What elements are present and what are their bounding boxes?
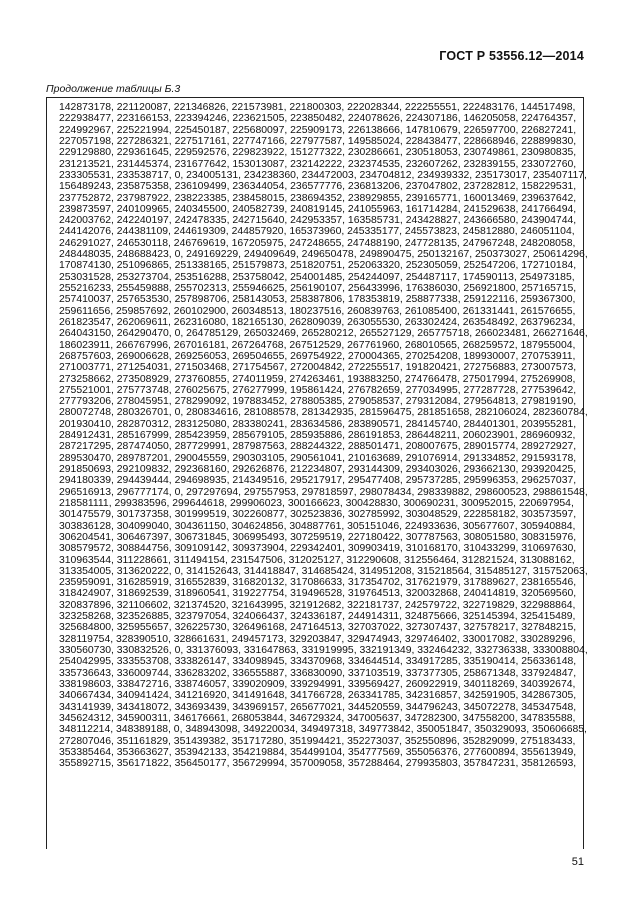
table-row: 289530470, 289787201, 290045559, 290303105, 290561041, 210163689, 291076914, 291334852, 291593178, <box>59 452 577 464</box>
table-row: 303836128, 304099040, 304361150, 304624856, 304887761, 305151046, 224933636, 305677607, 305940884, <box>59 520 576 532</box>
table-row: 235959091, 316285919, 316552839, 316820132, 317086633, 317354702, 317621979, 317889627, 238165546, <box>59 577 577 589</box>
table-row: 348112214, 348389188, 0, 348943098, 349220034, 349497318, 349773842, 350051847, 350329093, 350606685, <box>59 724 587 736</box>
table-row: 301475579, 301737358, 301999519, 302260877, 302523836, 302785992, 303048529, 222858182, 303573597, <box>59 509 577 521</box>
table-row: 261823547, 262069611, 262316080, 182165130, 262809039, 263055530, 263302424, 263548492, 263796234, <box>59 316 576 328</box>
table-row: 170874130, 251096865, 251338165, 251579873, 251820751, 252063320, 252305059, 252547206, 172710184, <box>59 260 577 272</box>
table-row: 308579572, 308844756, 309109142, 309373904, 229342401, 309903419, 310168170, 310433299, 310697630, <box>59 543 577 555</box>
table-row: 222938477, 223166153, 223394246, 223621505, 223850482, 224078626, 224307186, 146205058, 224764357, <box>59 113 577 125</box>
document-standard-header: ГОСТ Р 53556.12—2014 <box>439 49 584 63</box>
table-row: 257410037, 257653530, 257898706, 258143053, 258387806, 178353819, 258877338, 259122116, 259367300, <box>59 294 576 306</box>
table-row: 244142076, 244381109, 244619309, 244857920, 165373960, 245335177, 245573823, 245812880, 246051104, <box>59 226 575 238</box>
table-row: 328119754, 328390510, 328661631, 249457173, 329203847, 329474943, 329746402, 330017082, 330289296, <box>59 633 576 645</box>
table-row: 237752872, 237987922, 238223385, 238458015, 238694352, 238929855, 239165771, 160013469, 239637642, <box>59 192 577 204</box>
table-row: 273258662, 273508929, 273760855, 274011959, 274263461, 193883250, 274766478, 275017994, 275269908, <box>59 373 576 385</box>
table-row: 323258268, 323526885, 323797054, 324066437, 324336187, 244914311, 324875666, 325145394, 325415489, <box>59 611 576 623</box>
table-row: 255216233, 255459888, 255702313, 255946625, 256190107, 256433996, 176386030, 256921800, 257165715, <box>59 283 577 294</box>
table-row: 310963544, 311228661, 311494154, 231547506, 312025127, 312290608, 312556464, 312821524, 313088162, <box>59 554 575 566</box>
table-row: 335736643, 336009744, 336283202, 336555887, 336830090, 337103519, 337377305, 258671348, 337924847, <box>59 667 577 679</box>
table-row: 275521001, 275773748, 276025675, 276277999, 195861424, 276782659, 277034995, 277287728, 277539642, <box>59 384 577 396</box>
table-row: 253031528, 253273704, 253516288, 253758042, 254001485, 254244097, 254487117, 174590113, 254973185, <box>59 271 575 283</box>
table-row: 353385464, 353663627, 353942133, 354219884, 354499104, 354777569, 355056376, 277600894, 355613949, <box>59 746 577 758</box>
data-table <box>46 97 588 849</box>
table-row: 296516913, 296777174, 0, 297297694, 297557953, 297818597, 298078434, 298339882, 298600523, 298861548, <box>59 486 588 498</box>
table-row: 224992967, 225221994, 225450187, 225680097, 225909173, 226138666, 147810679, 226597700, 226827241, <box>59 124 577 136</box>
table-row: 345624312, 345900311, 346176661, 268053844, 346729324, 347005637, 347282300, 347558200, 347835588, <box>59 712 576 724</box>
table-rows <box>59 102 588 769</box>
table-row: 201930410, 282870312, 283125080, 283380241, 283634586, 283890571, 284145740, 284401301, 203955281, <box>59 418 577 430</box>
table-row: 246291027, 246530118, 246769619, 167205975, 247248655, 247488190, 247728135, 247967248, 248208058, <box>59 237 576 249</box>
table-row: 291850693, 292109832, 292368160, 292626876, 212234807, 293144309, 293403026, 293662130, 293920425, <box>59 464 577 475</box>
table-row: 355892715, 356171822, 356450177, 356729994, 357009058, 357288464, 279935803, 357847231, 358126593, <box>59 758 577 770</box>
table-continuation-caption: Продолжение таблицы Б.3 <box>46 83 181 95</box>
table-row: 320837896, 321106602, 321374520, 321643995, 321912682, 322181737, 242579722, 322719829, 322988864, <box>59 599 576 611</box>
table-row: 239873597, 240109965, 240345500, 240582739, 240819145, 241055963, 161714284, 241529638, 241766494, <box>59 203 577 215</box>
table-row: 325684800, 325955657, 326225730, 326496168, 247164513, 327037022, 327307437, 327578217, 327848215, <box>59 622 577 634</box>
table-row: 231213521, 231445374, 231677642, 153013087, 232142222, 232374535, 232607262, 232839155, 233072760, <box>59 158 577 170</box>
table-row: 218581111, 299383596, 299644618, 299906023, 300166623, 300428830, 300690231, 300952015, 220697954, <box>59 497 574 509</box>
table-row: 313354005, 313620222, 0, 314152643, 314418847, 314685424, 314951208, 315218564, 315485127, 315752063, <box>59 565 588 577</box>
table-row: 280072748, 280326701, 0, 280834616, 281088578, 281342935, 281596475, 281851658, 282106024, 282360784, <box>59 407 588 419</box>
table-row: 259611656, 259857692, 260102900, 260348513, 180237516, 260839763, 261085400, 261331441, 261576655, <box>59 305 576 317</box>
table-row: 343141939, 343418072, 343693439, 343969157, 265677021, 344520559, 344796243, 345072278, 345347548, <box>59 701 577 713</box>
table-row: 229129880, 229361645, 229592576, 229823922, 151277322, 230286661, 230518053, 230749861, 230980835, <box>59 147 577 159</box>
table-row: 340667434, 340941424, 341216920, 341491648, 341766728, 263341785, 342316857, 342591905, 342867305, <box>59 690 577 702</box>
table-row: 271003771, 271254031, 271503468, 271754567, 272004842, 272255517, 191820421, 272756883, 273007573, <box>59 362 577 374</box>
table-row: 338198603, 338472716, 338746057, 339020909, 339294991, 339569427, 260922919, 340118269, 340392674, <box>59 678 576 690</box>
table-row: 268757603, 269006628, 269256053, 269504655, 269754922, 270004365, 270254208, 189930007, 270753911, <box>59 350 576 362</box>
table-row: 156489243, 235875358, 236109499, 236344054, 236577776, 236813206, 237047802, 237282812, 158229531, <box>59 181 577 193</box>
table-row: 227057198, 227286321, 227517161, 227747166, 227977587, 149585024, 228438477, 228668946, 228899830, <box>59 135 577 147</box>
table-row: 330560730, 330832526, 0, 331376093, 331647863, 331919995, 332191349, 332464232, 332736338, 333008804, <box>59 645 588 656</box>
page-number: 51 <box>571 856 584 868</box>
table-row: 142873178, 221120087, 221346826, 221573981, 221800303, 222028344, 222255551, 222483176, 144517498, <box>59 102 576 113</box>
table-row: 277793206, 278045951, 278299092, 197883452, 278805385, 279058537, 279312084, 279564813, 279819190, <box>59 396 577 408</box>
table-row: 306204541, 306467397, 306731845, 306995493, 307259519, 227180422, 307787563, 308051580, 308315976, <box>59 531 577 543</box>
table-row: 284912431, 285167999, 285423959, 285679105, 285935886, 286191853, 286448211, 206023901, 286960932, <box>59 430 576 442</box>
table-row: 272807046, 351161829, 351439382, 351717280, 351994421, 352273037, 352550896, 352829099, 275183433, <box>59 735 576 747</box>
table-row: 287217295, 287474050, 287729991, 287987563, 288244322, 288501471, 208007675, 289015774, 289272927, <box>59 441 577 453</box>
table-row: 242003762, 242240197, 242478335, 242715640, 242953357, 163585731, 243428827, 243666580, 243904744, <box>59 215 577 227</box>
table-row: 264043150, 264290470, 0, 264785129, 265032469, 265280212, 265527129, 265775718, 266023481, 266271646, <box>59 328 588 340</box>
table-row: 294180339, 294439444, 294698935, 214349516, 295217917, 295477408, 295737285, 295996353, 296257037, <box>59 475 577 487</box>
table-row: 233305531, 233538717, 0, 234005131, 234238360, 234472003, 234704812, 234939332, 235173017, 235407117, <box>59 169 587 181</box>
table-row: 186023911, 266767996, 267016181, 267264768, 267512529, 267761960, 268010565, 268259572, 187955004, <box>59 339 576 351</box>
table-row: 248448035, 248688423, 0, 249169229, 249409649, 249650478, 249890475, 250132167, 250373027, 250614296, <box>59 249 588 261</box>
table-row: 254042995, 333553708, 333826147, 334098945, 334370968, 334644514, 334917285, 335190414, 256336148, <box>59 656 577 668</box>
table-row: 318424907, 318692539, 318960541, 319227754, 319496528, 319764513, 320032868, 240414819, 320569560, <box>59 588 577 600</box>
